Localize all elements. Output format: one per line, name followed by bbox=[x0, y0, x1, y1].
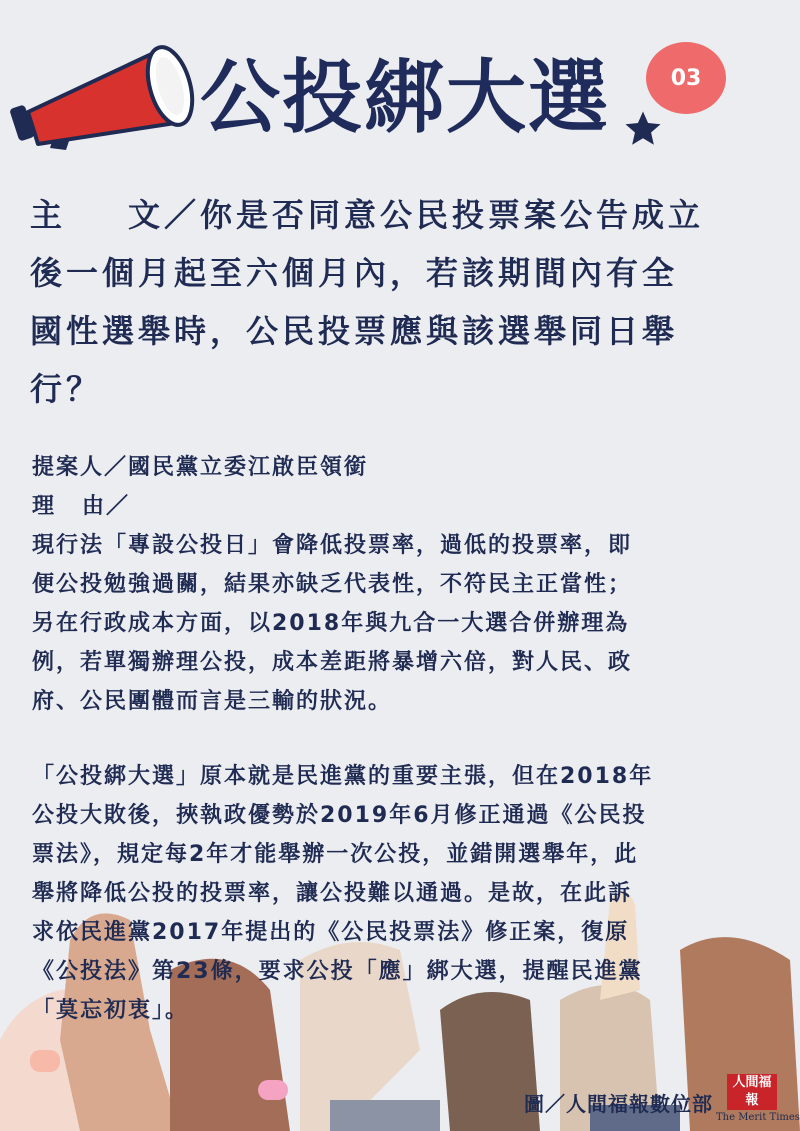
reason-line: 便公投勉強過關，結果亦缺乏代表性，不符民主正當性； bbox=[32, 572, 633, 597]
question-line-3: 國性選舉時，公民投票應與該選舉同日舉 bbox=[30, 312, 679, 350]
main-question bbox=[30, 186, 750, 418]
commentary-line: 舉將降低公投的投票率，讓公投難以通過。是故，在此訴 bbox=[32, 881, 633, 906]
image-credit: 圖／人間福報數位部 bbox=[524, 1092, 713, 1116]
reason-label: 理 由／ bbox=[32, 494, 131, 519]
commentary-line: 票法》，規定每2年才能舉辦一次公投，並錯開選舉年，此 bbox=[32, 842, 639, 867]
body-text bbox=[32, 448, 760, 1030]
merit-times-logo bbox=[716, 1074, 800, 1123]
question-line-1: 你是否同意公民投票案公告成立 bbox=[200, 196, 705, 234]
commentary-line: 「公投綁大選」原本就是民進黨的重要主張，但在2018年 bbox=[32, 764, 654, 789]
proposer-line: 提案人／國民黨立委江啟臣領銜 bbox=[32, 455, 369, 480]
commentary-paragraph bbox=[32, 757, 760, 1030]
star-icon bbox=[622, 108, 664, 150]
page-title: 公投綁大選 bbox=[200, 51, 610, 144]
label-text: 文／ bbox=[128, 196, 201, 234]
megaphone-icon bbox=[10, 30, 200, 155]
label-main: 主 bbox=[30, 196, 67, 234]
commentary-line: 《公投法》第23條，要求公投「應」綁大選，提醒民進黨 bbox=[32, 959, 643, 984]
logo-chinese: 人間福報 bbox=[727, 1074, 777, 1110]
question-line-2: 後一個月起至六個月內，若該期間內有全 bbox=[30, 254, 679, 292]
reason-line: 例，若單獨辦理公投，成本差距將暴增六倍，對人民、政 bbox=[32, 650, 633, 675]
issue-number-badge: 03 bbox=[646, 42, 726, 114]
reason-line: 另在行政成本方面，以2018年與九合一大選合併辦理為 bbox=[32, 611, 630, 636]
reason-line: 府、公民團體而言是三輸的狀況。 bbox=[32, 689, 393, 714]
question-line-4: 行？ bbox=[30, 370, 103, 408]
commentary-line: 「莫忘初衷」。 bbox=[32, 998, 190, 1023]
commentary-line: 公投大敗後，挾執政優勢於2019年6月修正通過《公民投 bbox=[32, 803, 647, 828]
reason-line: 現行法「專設公投日」會降低投票率，過低的投票率，即 bbox=[32, 533, 633, 558]
logo-english: The Merit Times bbox=[716, 1112, 800, 1123]
main-line-1 bbox=[30, 186, 750, 244]
commentary-line: 求依民進黨2017年提出的《公民投票法》修正案，復原 bbox=[32, 920, 630, 945]
reason-paragraph bbox=[32, 526, 760, 721]
